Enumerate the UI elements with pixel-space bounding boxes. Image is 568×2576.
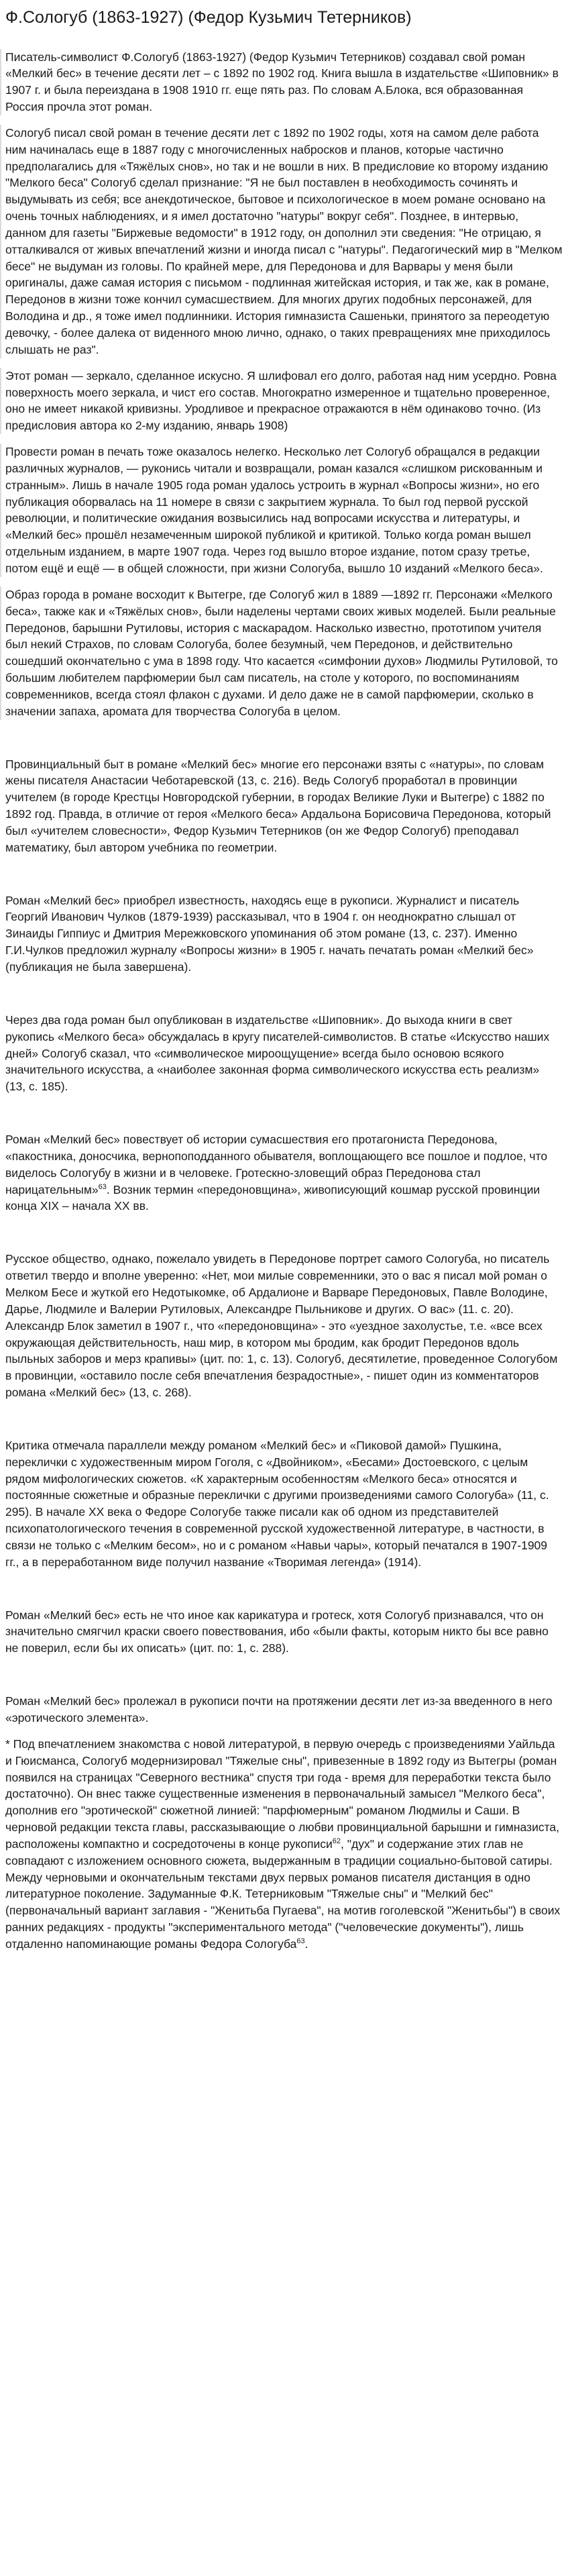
paragraph-text-tail: . Возник термин «передоновщина», живописующий кошмар русской провинции конца XIX – начала XX вв. — [5, 1182, 541, 1213]
paragraph-text-tail: , "дух" и содержание этих глав не совпадают с изложением основного сюжета, выдержанным в традиции социально-бытовой сатиры. Между черновыми и окончательным текстами двух первых романов писателя дистанция в одно литературное поколение. Задуманные Ф.К. Тетерниковым "Тяжелые сны" и "Мелкий бес" (первоначальный вариант заглавия - "Женитьба Пугаева", на мотив гоголевской "Женитьбы") в своих ранних редакциях - продукты "экспериментального метода" ("человеческие документы"), лишь отдаленно напоминающие романы Федора Сологуба — [5, 1837, 561, 1951]
paragraph-fame-manuscript: Роман «Мелкий бес» приобрел известность, находясь еще в рукописи. Журналист и писатель Георгий Иванович Чулков (1879-1939) рассказывал, что в 1904 г. он неоднократно слышал от Зинаиды Гиппиус и Дмитрия Мережковского упоминания об этом романе (13, с. 237). Именно Г.И.Чулков предложил журналу «Вопросы жизни» в 1905 г. начать печатать роман «Мелкий бес» (публикация не была завершена). — [5, 893, 534, 974]
footnote-ref: 63 — [98, 1182, 107, 1191]
spacer — [5, 729, 563, 756]
paragraph-mirror-preface: Этот роман — зеркало, сделанное искусно. Я шлифовал его долго, работая над ним усердно. Ровна поверхность моего зеркала, и чист его состав. Многократно измеренное и тщательно проверенное, оно не имеет никакой кривизны. Уродливое и прекрасное отражаются в нём одинаково точно. (Из предисловия автора ко 2-му изданию, январь 1908) — [0, 368, 563, 434]
paragraph-criticism: Критика отмечала параллели между романом «Мелкий бес» и «Пиковой дамой» Пушкина, переклички с художественным миром Гоголя, с «Двойником», «Бесами» Достоевского, с целым рядом мифологических сюжетов. «К характерным особенностям «Мелкого беса» относятся и постоянные сюжетные и образные переклички с другими произведениями самого Сологуба» (11, с. 295). В начале XX века о Федоре Сологубе также писали как об одном из представителей психопатологического течения в современной русской художественной литературе, в частности, в связи не только с «Мелким бесом», но и с романом «Навьи чары», который печатался в 1907-1909 гг., а в переработанном виде получил название «Творимая легенда» (1914). — [5, 1438, 549, 1569]
paragraph-text: * Под впечатлением знакомства с новой литературой, в первую очередь с произведениями Уайльда и Гюисманса, Сологуб модернизировал "Тяжелые сны", привезенные в 1892 году из Вытегры (роман появился на страницах "Северного вестника" спустя три года - время для переработки текста было достаточно). Он внес также существенные изменения в первоначальный замысел "Мелкого беса", дополнив его "эротической" сюжетной линией: "парфюмерным" романом Людмилы и Саши. В черновой редакции текста главы, рассказывающие о любви провинциальной барышни и гимназиста, расположены компактно и сосредоточены в конце рукописи — [5, 1737, 560, 1851]
paragraph-shipovnik: Через два года роман был опубликован в издательстве «Шиповник». До выхода книги в свет рукопись «Мелкого беса» обсуждалась в кругу писателей-символистов. В статье «Искусство наших дней» Сологуб сказал, что «символическое мироощущение» всегда было основою всякого значительного искусства, а «наиболее законная форма символического искусства есть реализм» (13, с. 185). — [5, 1013, 550, 1094]
paragraph-text: Роман «Мелкий бес» повествует об истории сумасшествия его протагониста Передонова, «пакостника, доносчика, вернопоподданного обывателя, воплощающего все пошлое и подлое, что виделось Сологубу в жизни и в человеке. Гротескно-зловещий образ Передонова стал нарицательным» — [5, 1133, 548, 1196]
paragraph-caricature: Роман «Мелкий бес» есть не что иное как карикатура и гротеск, хотя Сологуб признавался, что он значительно смягчил краски своего повествования, ибо «были факты, которым никто бы все равно не поверил, если бы их описать» (цит. по: 1, с. 288). — [5, 1608, 549, 1655]
paragraph-erotic-element: Роман «Мелкий бес» пролежал в рукописи почти на протяжении десяти лет из-за введенного в него «эротического элемента». — [5, 1694, 553, 1724]
footnote-ref: 63 — [296, 1937, 305, 1946]
paragraph-writing-history: Сологуб писал свой роман в течение десяти лет с 1892 по 1902 годы, хотя на самом деле работа ним начиналась еще в 1887 году с многочисленных набросков и планов, которые частично предполагались для «Тяжёлых снов», но так и не вошли в них. В предисловие ко второму изданию "Мелкого беса" Сологуб сделал признание: "Я не был поставлен в необходимость сочинять и выдумывать из себя; все анекдотическое, бытовое и психологическое в моем романе основано на очень точных наблюдениях, и я имел достаточно "натуры" вокруг себя". Позднее, в интервью, данном для газеты "Биржевые ведомости" в 1912 году, он дополнил эти сведения: "Не отрицаю, я отталкивался от живых впечатлений жизни и иногда писал с "натуры". Педагогический мир в "Мелком бесе" не выдуман из головы. По крайней мере, для Передонова и для Варвары у меня были оригиналы, даже самая история с письмом - подлинная житейская история, и так же, как в романе, Передонов в жизни тоже кончил сумасшествием. Для многих других подобных персонажей, для Володина и др., я тоже имел подлинники. История гимназиста Сашеньки, принятого за переодетую девочку, - более далека от виденного мною лично, однако, о таких превращениях мне приходилось слышать не раз". — [0, 125, 563, 358]
paragraph-intro: Писатель-символист Ф.Сологуб (1863-1927) (Федор Кузьмич Тетерников) создавал свой роман «Мелкий бес» в течение десяти лет – с 1892 по 1902 год. Книга вышла в издательстве «Шиповник» в 1907 г. и была переиздана в 1908 1910 гг. еще пять раз. По словам А.Блока, вся образованная Россия прочла этот роман. — [0, 49, 563, 115]
paragraph-publication: Провести роман в печать тоже оказалось нелегко. Несколько лет Сологуб обращался в редакции различных журналов, — руконись читали и возвращали, роман казался «слишком рискованным и странным». Лишь в начале 1905 года роман удалось устроить в журнал «Вопросы жизни», но его публикация оборвалась на 11 номере в связи с закрытием журнала. То был год первой русской революции, и политические ожидания возвысились над вопросами искусства и литературы, и «Мелкий бес» прошёл незамеченным широкой публикой и критикой. Только когда роман вышел отдельным изданием, в марте 1907 года. Через год вышло второе издание, потом сразу третье, потом ещё и ещё — в общей сложности, при жизни Сологуба, вышло 10 изданий «Мелкого беса». — [0, 444, 563, 577]
spacer — [5, 1104, 563, 1131]
spacer — [5, 1580, 563, 1607]
spacer — [5, 1666, 563, 1693]
paragraph-provincial-life: Провинциальный быт в романе «Мелкий бес» многие его персонажи взяты с «натуры», по словам жены писателя Анастасии Чеботаревской (13, с. 216). Ведь Сологуб проработал в провинции учителем (в городе Крестцы Новгородской губернии, в городах Великие Луки и Вытегре) с 1882 по 1892 год. Правда, в отличие от героя «Мелкого беса» Ардальона Борисовича Передонова, который был «учителем словесности», Федор Кузьмич Тетерников (он же Федор Сологуб) преподавал математику, был автором учебника по геометрии. — [5, 757, 551, 854]
spacer — [5, 1224, 563, 1251]
page-title: Ф.Сологуб (1863-1927) (Федор Кузьмич Тетерников) — [5, 8, 412, 27]
spacer — [5, 1410, 563, 1437]
spacer — [5, 985, 563, 1012]
paragraph-peredonov — [5, 1131, 563, 1215]
paragraph-town-image: Образ города в романе восходит к Вытегре, где Сологуб жил в 1889 —1892 гг. Персонажи «Мелкого беса», также как и «Тяжёлых снов», были наделены чертами своих живых моделей. Были реальные Передонов, барышни Рутиловы, история с маскарадом. Насколько известно, прототипом учителя был некий Страхов, по словам Сологуба, более безумный, чем Передонов, и действительно сошедший окончательно с ума в 1898 году. Что касается «симфонии духов» Людмилы Рутиловой, то большим любителем парфюмерии был сам писатель, на столе у которого, по воспоминаниям современников, всегда стоял флакон с духами. И дело даже не в самой парфюмерии, сколько в значении запаха, аромата для творчества Сологуба в целом. — [0, 586, 563, 720]
footnote-ref: 62 — [332, 1837, 341, 1846]
paragraph-society: Русское общество, однако, пожелало увидеть в Передонове портрет самого Сологуба, но писатель ответил твердо и вполне уверенно: «Нет, мои милые современники, это о вас я писал мой роман о Мелком Бесе и жуткой его Недотыкомке, об Ардалионе и Варваре Передоновых, Павле Володине, Дарье, Людмиле и Валерии Рутиловых, Александре Пыльникове и других. О вас» (11. с. 20). Александр Блок заметил в 1907 г., что «передоновщина» - это «уездное захолустье, т.е. «все всех окружающая действительность, наш мир, в котором мы бродим, как бродит Передонов вдоль пыльных заборов и мерз крапивы» (цит. по: 1, с. 13). Сологуб, десятилетие, проведенное Сологубом в провинции, «оставило после себя впечатления безрадостные», - пишет один из комментаторов романа «Мелкий бес» (13, с. 268). — [5, 1252, 558, 1400]
paragraph-text-end: . — [304, 1937, 308, 1951]
spacer — [5, 866, 563, 892]
paragraph-footnote — [5, 1736, 563, 1953]
